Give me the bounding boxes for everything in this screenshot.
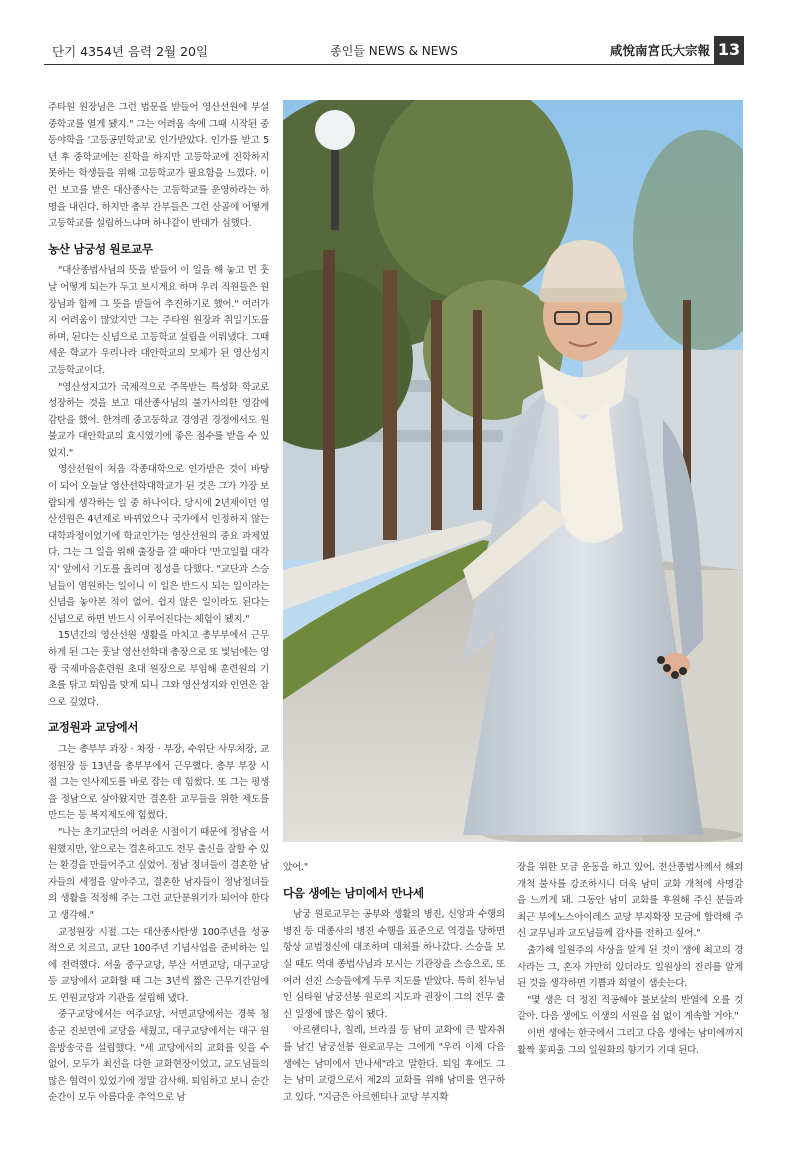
portrait-photo — [283, 100, 743, 842]
paragraph: 았어." — [283, 862, 308, 873]
paragraph: 아르헨티나, 칠레, 브라질 등 남미 교화에 큰 발자취를 남긴 남궁선봉 원로교무는 그에게 "우리 이제 다음 생에는 남미에서 만나세"라고 말한다. 퇴임 후에도 그는 남미 교령으로서 제2의 교화를 위해 남미를 연구하고 있다. "지금은 아르헨티나 교당 부지확 — [283, 1025, 505, 1103]
paragraph: 영산선원이 처음 각종대학으로 인가받은 것이 바탕이 되어 오늘날 영산선학대학교가 된 것은 그가 가장 보람되게 생각하는 일 중 하나이다. 당시에 2년제이던 영산선원은 4년제로 바뀌었으나 국가에서 인정하지 않는 대학과정이었기에 학교인가는 영산선원의 중요 과제였다. 그는 그 일을 위해 출장을 갈 때마다 '만고일월 대각지' 앞에서 기도를 올리며 정성을 다했다. "교단과 스승님들이 염원하는 일이니 이 일은 반드시 되는 일이라는 신념을 놓아본 적이 없어. 쉽지 않은 일이라도 된다는 신념으로 하면 반드시 이루어진다는 체험이 됐지." — [48, 464, 269, 625]
paragraph: 교정원장 시절 그는 대산종사탄생 100주년을 성공적으로 치르고, 교단 100주년 기념사업을 준비하는 일에 전력했다. 서울 중구교당, 부산 서면교당, 대구교당 등 교당에서 교화할 때 그는 3년씩 짧은 근무기간임에도 연원교당과 기관을 설립해 냈다. — [48, 926, 269, 1004]
article-column-3 — [517, 860, 743, 1059]
issue-date: 단기 4354년 음력 2월 20일 — [52, 44, 209, 59]
paragraph: 이번 생에는 한국에서 그리고 다음 생에는 남미에까지 활짝 꽃피울 그의 일원화의 향기가 기대 된다. — [517, 1027, 743, 1056]
subheading: 농산 남궁성 원로교무 — [48, 241, 153, 256]
article-column-1 — [48, 100, 269, 1107]
article-column-2 — [283, 860, 505, 1106]
paragraph: "나는 초기교단의 어려운 시절이기 때문에 정남을 서원했지만, 앞으로는 결혼하고도 전무 출신을 잘할 수 있는 환경을 만들어주고 싶었어. 정남 정녀들이 결혼한 남자들의 세정을 알아주고, 결혼한 남자들이 정남정녀들의 생활을 적정해 주는 그런 교단분위기가 되어야 한다고 생각해." — [48, 826, 269, 921]
page-header — [44, 36, 744, 65]
newspaper-name: 咸悅南宮氏大宗報 — [609, 43, 710, 58]
subheading: 교정원과 교당에서 — [48, 720, 139, 735]
paragraph: 주타원 원장님은 그런 법문을 받들어 영산선원에 부설 중학교를 열게 됐지." 그는 어려움 속에 그때 시작된 중등야학을 '고등공민학교'로 인가받았다. 인가를 받고 5년 후 중학교에는 진학을 하지만 고등학교에 진학하지 못하는 학생들을 위해 고등학교가 필요함을 느꼈다. 이런 보고를 받은 대산종사는 고등학교를 운영하라는 하명을 내린다. 하지만 총부 간부들은 그런 산골에 어떻게 고등학교를 설립하느냐며 하나같이 반대가 심했다. — [48, 102, 269, 230]
paragraph: 남궁 원로교무는 공부와 생활의 병진, 신앙과 수행의 병진 등 대종사의 병진 수행을 표준으로 역경을 당하면 항상 교법정신에 대조하며 대처를 하나갔다. 스승을 모실 때도 역대 종법사님과 모시는 기관장을 스승으로, 또 여러 선진 스승들에게 두루 지도를 받았다. 특히 친누님인 심타원 남궁선봉 원로의 지도과 권장이 그의 전무 출신 일생에 많은 힘이 됐다. — [283, 909, 505, 1020]
subheading: 다음 생에는 남미에서 만나세 — [283, 885, 424, 900]
paragraph: 중구교당에서는 여주교당, 서면교당에서는 경북 청송군 진보면에 교당을 세웠고, 대구교당에서는 대구 원음방송국을 설립했다. "세 교당에서의 교화를 잊을 수 없어. 모두가 최선을 다한 교화현장이었고, 교도님들의 많은 협력이 있었기에 정말 감사해. 퇴임하고 보니 순간순간이 모두 아름다운 추억으로 남 — [48, 1009, 269, 1104]
paragraph: 장을 위한 모금 운동을 하고 있어. 전산종법사께서 해외 개척 불사를 강조하시니 더욱 남미 교화 개척에 사명감을 느끼게 돼. 그동안 남미 교화를 후원해 주신 분들과 최근 부에노스아이레스 교당 부지확장 모금에 합력해 주신 교무님과 교도님들께 감사를 전하고 싶어." — [517, 862, 743, 940]
photo-illustration — [283, 100, 743, 842]
paragraph: 그는 총부부 과장 · 차장 · 부장, 수위단 사무처장, 교정원장 등 13년을 총부부에서 근무했다. 총부 부장 시절 그는 인사제도를 바로 잡는 데 힘썼다. 또 그는 평생을 정남으로 살아왔지만 결혼한 교무들을 위한 제도를 만드는 등 복지제도에 힘썼다. — [48, 743, 269, 822]
section-title: 종인들 NEWS & NEWS — [330, 44, 458, 58]
paragraph: 15년간의 영산선원 생활을 마치고 총부부에서 근무하게 된 그는 훗날 영산선학대 총장으로 또 빛넘에는 영광 국제마음훈련원 초대 원장으로 부임해 훈련원의 기초를 닦고 퇴임을 맞게 되니 그와 영산성지와 인연은 참으로 깊었다. — [48, 630, 269, 708]
paragraph: 출가해 일원주의 사상을 알게 된 것이 생에 최고의 경사라는 그, 혼자 가만히 있더라도 일원상의 진리를 알게 된 것을 생각하면 기쁨과 희열이 샘솟는다. — [517, 944, 743, 990]
page-number: 13 — [714, 36, 744, 64]
paragraph: "대산종법사님의 뜻을 받들어 이 일을 해 놓고 먼 훗날 어떻게 되는가 두고 보시게요 하며 우리 직원들은 원장님과 함께 그 뜻을 받들어 추진하기로 했어." 여러가지 어려움이 많았지만 그는 주타원 원장과 취일기도를 하며, 된다는 신념으로 고등학교 설립을 이뤄냈다. 그때 세운 학교가 우리나라 대안학교의 모체가 된 영산성지고등학교이다. — [48, 265, 269, 376]
paragraph: "몇 생은 더 정진 적공해야 불보살의 반열에 오를 것 같아. 다음 생에도 이생의 서원을 쉼 없이 계속할 거야." — [517, 994, 743, 1023]
paragraph: "영산성지고가 국제적으로 주목받는 특성화 학교로 성장하는 것을 보고 대산종사님의 불가사의한 영감에 감탄을 했어. 한겨레 중고등학교 경영권 경정에서도 원불교가 대안학교의 효시였기에 좋은 점수를 받을 수 있었지." — [48, 381, 269, 459]
